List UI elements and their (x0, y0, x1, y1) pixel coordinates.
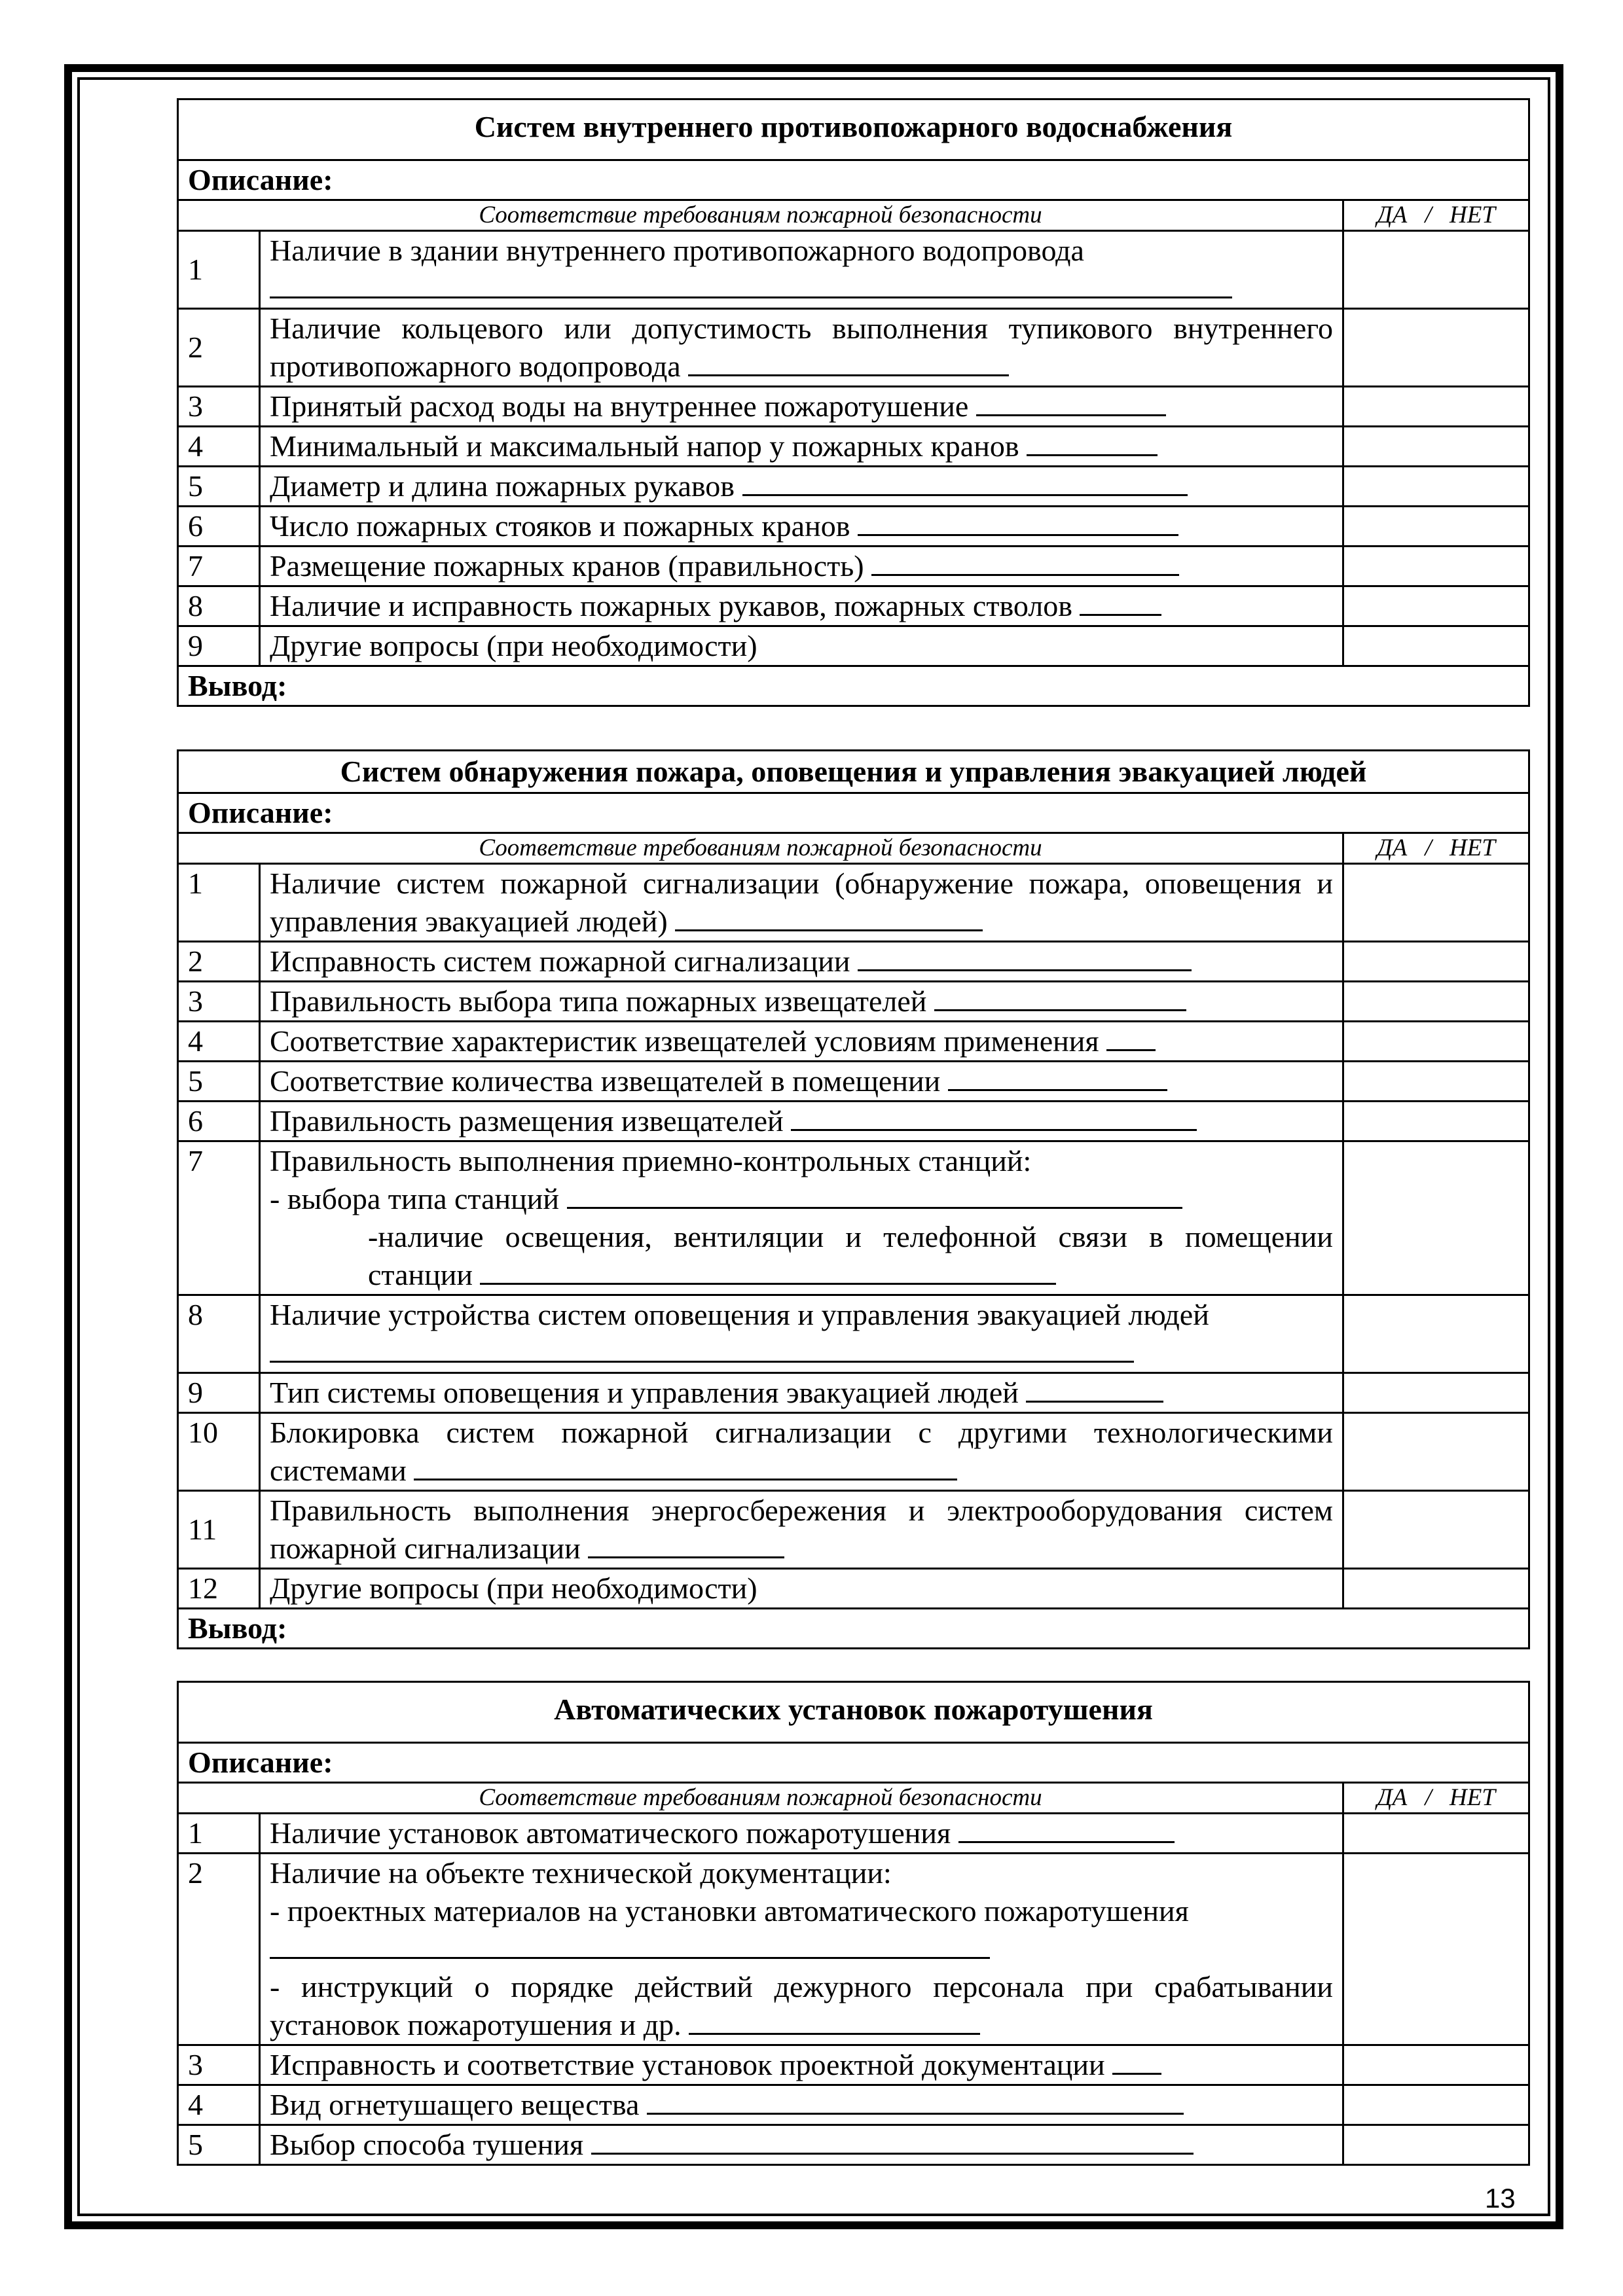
row-number: 4 (178, 427, 260, 467)
row-text: Наличие устройства систем оповещения и управления эвакуацией людей (260, 1295, 1343, 1373)
yes-no-cell[interactable] (1343, 507, 1529, 547)
yes-no-cell[interactable] (1343, 387, 1529, 427)
yes-no-cell[interactable] (1343, 1373, 1529, 1413)
yes-no-cell[interactable] (1343, 586, 1529, 626)
row-number: 1 (178, 1814, 260, 1854)
yes-no-cell[interactable] (1343, 1062, 1529, 1102)
yes-no-cell[interactable] (1343, 2045, 1529, 2085)
row-text: Выбор способа тушения (260, 2125, 1343, 2165)
conclusion-label: Вывод: (178, 666, 1529, 706)
yes-no-cell[interactable] (1343, 942, 1529, 982)
row-text: Правильность выполнения приемно-контрольных станций: - выбора типа станций -наличие освещения, вентиляции и телефонной связи в помещении станции (260, 1141, 1343, 1295)
yes-no-cell[interactable] (1343, 547, 1529, 586)
row-text: Другие вопросы (при необходимости) (260, 1569, 1343, 1609)
row-number: 8 (178, 1295, 260, 1373)
row-text: Наличие и исправность пожарных рукавов, пожарных стволов (260, 586, 1343, 626)
yes-no-cell[interactable] (1343, 1854, 1529, 2045)
yes-no-cell[interactable] (1343, 626, 1529, 666)
row-number: 3 (178, 387, 260, 427)
section-title: Систем обнаружения пожара, оповещения и управления эвакуацией людей (178, 751, 1529, 793)
row-text: Соответствие характеристик извещателей условиям применения (260, 1022, 1343, 1062)
yes-no-header: ДА / НЕТ (1343, 1783, 1529, 1814)
yes-no-cell[interactable] (1343, 1022, 1529, 1062)
checklist-water-supply (177, 98, 1530, 707)
row-text: Соответствие количества извещателей в помещении (260, 1062, 1343, 1102)
row-text: Исправность систем пожарной сигнализации (260, 942, 1343, 982)
yes-no-cell[interactable] (1343, 427, 1529, 467)
section-title: Автоматических установок пожаротушения (178, 1682, 1529, 1743)
yes-no-header: ДА / НЕТ (1343, 833, 1529, 864)
row-number: 6 (178, 1102, 260, 1141)
row-number: 10 (178, 1413, 260, 1491)
conclusion-label: Вывод: (178, 1609, 1529, 1649)
description-label: Описание: (178, 160, 1529, 200)
row-number: 9 (178, 626, 260, 666)
row-text: Минимальный и максимальный напор у пожарных кранов (260, 427, 1343, 467)
yes-no-cell[interactable] (1343, 231, 1529, 309)
row-text: Наличие установок автоматического пожаротушения (260, 1814, 1343, 1854)
row-text: Блокировка систем пожарной сигнализации с другими технологическими системами (260, 1413, 1343, 1491)
row-number: 2 (178, 942, 260, 982)
checklist-fire-alarm (177, 749, 1530, 1649)
row-text: Другие вопросы (при необходимости) (260, 626, 1343, 666)
row-number: 2 (178, 309, 260, 387)
row-number: 5 (178, 2125, 260, 2165)
yes-no-cell[interactable] (1343, 864, 1529, 942)
row-text: Наличие на объекте технической документации: - проектных материалов на установки автоматического пожаротушения - инструкций о порядке действий дежурного персонала при срабатывании установок пожаротушения и др. (260, 1854, 1343, 2045)
row-text: Исправность и соответствие установок проектной документации (260, 2045, 1343, 2085)
yes-no-cell[interactable] (1343, 982, 1529, 1022)
row-number: 3 (178, 982, 260, 1022)
row-text: Вид огнетушащего вещества (260, 2085, 1343, 2125)
yes-no-cell[interactable] (1343, 1141, 1529, 1295)
yes-no-cell[interactable] (1343, 2125, 1529, 2165)
requirements-header: Соответствие требованиям пожарной безопасности (178, 1783, 1343, 1814)
row-text: Диаметр и длина пожарных рукавов (260, 467, 1343, 507)
row-text: Наличие кольцевого или допустимость выполнения тупикового внутреннего противопожарного водопровода (260, 309, 1343, 387)
row-text: Наличие систем пожарной сигнализации (обнаружение пожара, оповещения и управления эвакуацией людей) (260, 864, 1343, 942)
yes-no-cell[interactable] (1343, 309, 1529, 387)
yes-no-cell[interactable] (1343, 1295, 1529, 1373)
row-text: Наличие в здании внутреннего противопожарного водопровода (260, 231, 1343, 309)
requirements-header: Соответствие требованиям пожарной безопасности (178, 833, 1343, 864)
row-number: 7 (178, 1141, 260, 1295)
row-text: Правильность выбора типа пожарных извещателей (260, 982, 1343, 1022)
checklist-auto-extinguishing (177, 1681, 1530, 2166)
row-number: 11 (178, 1491, 260, 1569)
row-text: Правильность выполнения энергосбережения и электрооборудования систем пожарной сигнализации (260, 1491, 1343, 1569)
yes-no-cell[interactable] (1343, 1814, 1529, 1854)
yes-no-cell[interactable] (1343, 1491, 1529, 1569)
row-number: 3 (178, 2045, 260, 2085)
row-number: 6 (178, 507, 260, 547)
row-text: Число пожарных стояков и пожарных кранов (260, 507, 1343, 547)
row-number: 1 (178, 231, 260, 309)
row-number: 4 (178, 2085, 260, 2125)
row-number: 12 (178, 1569, 260, 1609)
row-number: 5 (178, 1062, 260, 1102)
row-number: 7 (178, 547, 260, 586)
description-label: Описание: (178, 1743, 1529, 1783)
row-text: Правильность размещения извещателей (260, 1102, 1343, 1141)
yes-no-cell[interactable] (1343, 467, 1529, 507)
page-number: 13 (1485, 2183, 1516, 2214)
section-title: Систем внутреннего противопожарного водоснабжения (178, 99, 1529, 160)
row-text: Тип системы оповещения и управления эвакуацией людей (260, 1373, 1343, 1413)
yes-no-cell[interactable] (1343, 1413, 1529, 1491)
row-text: Принятый расход воды на внутреннее пожаротушение (260, 387, 1343, 427)
row-number: 1 (178, 864, 260, 942)
yes-no-header: ДА / НЕТ (1343, 200, 1529, 231)
row-number: 5 (178, 467, 260, 507)
row-text: Размещение пожарных кранов (правильность) (260, 547, 1343, 586)
row-number: 8 (178, 586, 260, 626)
row-number: 4 (178, 1022, 260, 1062)
description-label: Описание: (178, 793, 1529, 833)
yes-no-cell[interactable] (1343, 2085, 1529, 2125)
yes-no-cell[interactable] (1343, 1102, 1529, 1141)
row-number: 9 (178, 1373, 260, 1413)
requirements-header: Соответствие требованиям пожарной безопасности (178, 200, 1343, 231)
row-number: 2 (178, 1854, 260, 2045)
yes-no-cell[interactable] (1343, 1569, 1529, 1609)
